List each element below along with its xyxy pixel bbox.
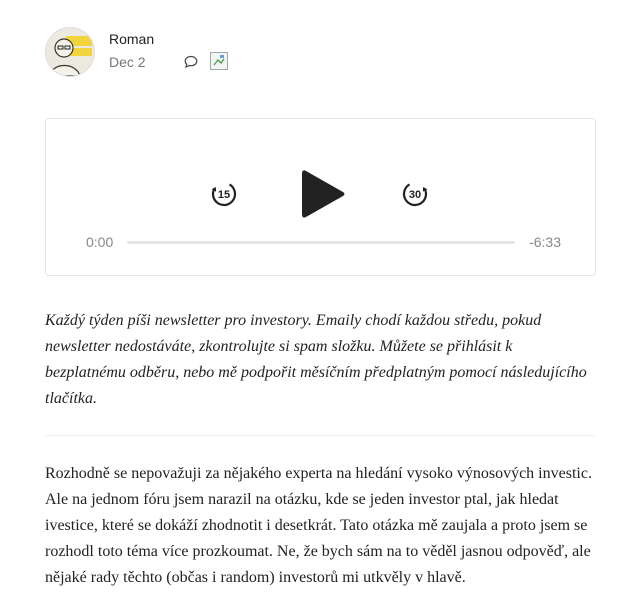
forward-30-icon: [400, 179, 430, 209]
rewind-15-button[interactable]: [209, 179, 239, 209]
audio-player: [45, 118, 596, 276]
current-time: 0:00: [86, 234, 114, 250]
rewind-15-icon: [209, 179, 239, 209]
post-date: Dec 2: [109, 54, 146, 70]
section-divider: [45, 435, 595, 436]
post-header: [45, 27, 605, 77]
author-avatar[interactable]: [45, 27, 95, 77]
broken-image-icon: [210, 52, 228, 70]
progress-bar[interactable]: [127, 241, 515, 244]
forward-30-button[interactable]: [400, 179, 430, 209]
author-name[interactable]: Roman: [109, 31, 155, 47]
rewind-label: 15: [217, 189, 231, 201]
play-button[interactable]: [302, 169, 346, 219]
article-paragraph: Rozhodně se nepovažuji za nějakého experta na hledání vysoko výnosových investic. Ale na jednom fóru jsem narazil na otázku, kde se jeden investor ptal, jak hledat ivestice, které se dokáží zhodnotit i desetkrát. Tato otázka mě zaujala a proto jsem se rozhodl toto téma více prozkoumat. Ne, že bych sám na to věděl jasnou odpověď, ale nějaké rady těchto (občas i random) investorů mi utkvěly v hlavě.: [45, 465, 592, 586]
remaining-time: -6:33: [529, 234, 561, 250]
forward-label: 30: [408, 189, 422, 201]
newsletter-intro: Každý týden píši newsletter pro investory. Emaily chodí každou středu, pokud newsletter nedostáváte, zkontrolujte si spam složku. Můžete se přihlásit k bezplatnému odběru, nebo mě podpořit měsíčním předplatným pomocí následujícího tlačítka.: [45, 312, 587, 407]
comment-bubble-icon[interactable]: [183, 54, 199, 70]
play-icon: [302, 169, 346, 219]
